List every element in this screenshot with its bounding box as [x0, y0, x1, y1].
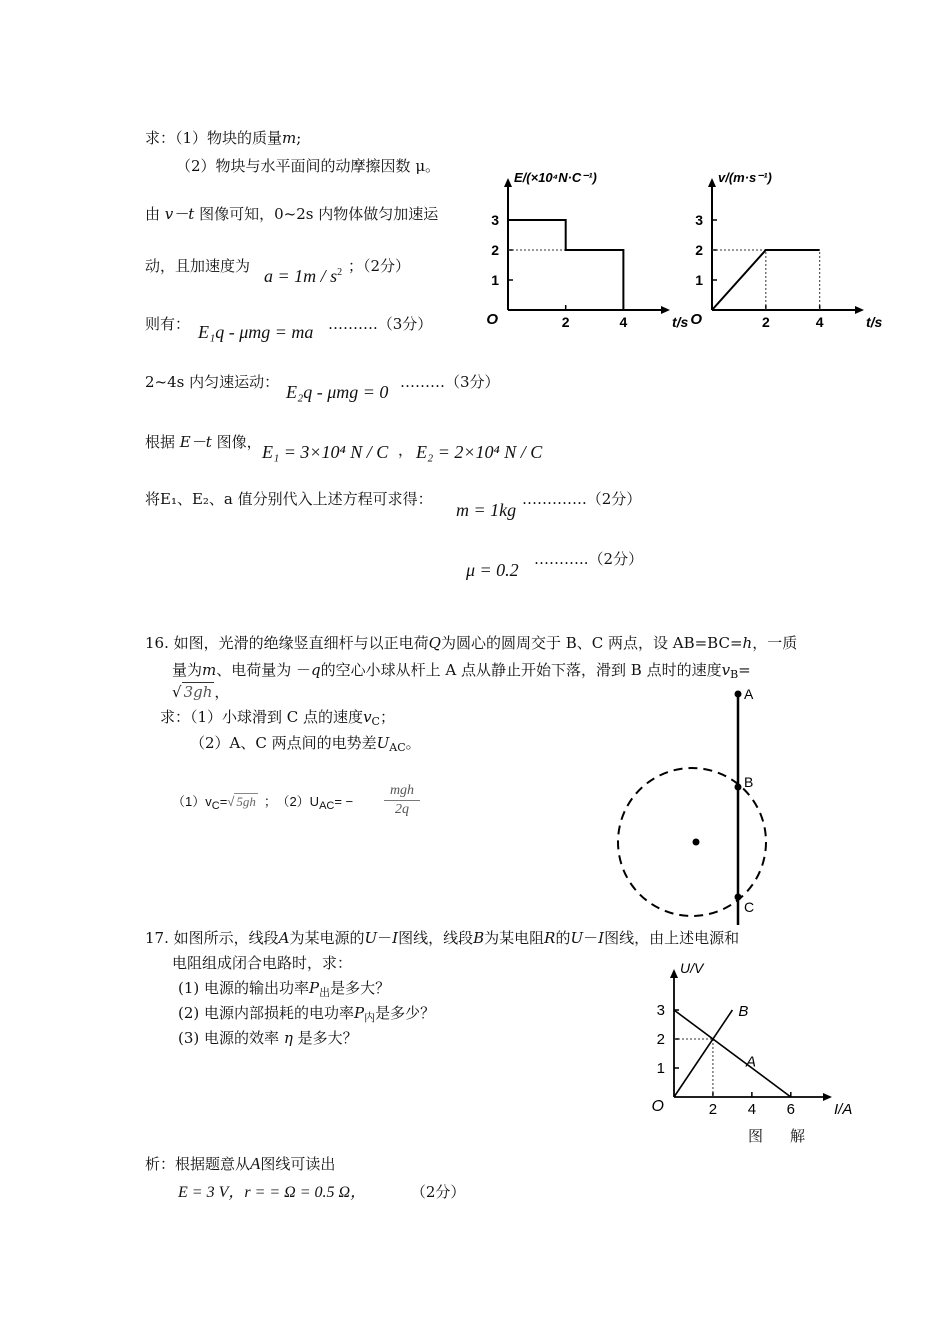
p17-l1-end: 图线，由上述电源和 — [604, 929, 740, 947]
y-axis-label: v/(m·s⁻¹) — [718, 170, 772, 185]
p17-l1-d1: － — [377, 929, 393, 947]
x-axis-arrow-icon — [823, 1093, 832, 1101]
p17-question-2 — [178, 1003, 435, 1028]
y-axis-arrow-icon — [670, 969, 678, 978]
y-tick-label: 1 — [656, 1060, 665, 1077]
series-label-b: B — [738, 1003, 749, 1020]
origin-label: O — [651, 1098, 664, 1115]
p16-q1-text: 求：（1）小球滑到 C 点的速度 — [160, 708, 364, 726]
p16-question-2 — [190, 733, 421, 758]
p17-l1-i1: I — [392, 929, 399, 947]
p16-question-1 — [160, 707, 395, 732]
x-axis-label: I/A — [834, 1101, 853, 1118]
p17-l1-i2: I — [598, 929, 605, 947]
p17-l1-d2: － — [583, 929, 599, 947]
p16-l2-vb-sub: B — [730, 668, 739, 681]
p15-l1-var: v－t — [164, 205, 195, 223]
p16-a1-sep: ； — [263, 794, 277, 809]
e-t-chart — [482, 158, 689, 338]
x-tick-label: 4 — [815, 314, 824, 330]
p16-a1-eq: = — [219, 794, 228, 809]
p16-l2-mid: 、电荷量为 － — [216, 661, 312, 679]
p15-eq-1: E₁q - μmg = ma — [198, 322, 314, 342]
p15-eq-2: E₂q - μmg = 0 — [286, 382, 389, 402]
p17-l1-a: 17. 如图所示，线段 — [145, 929, 279, 947]
u-i-chart-caption: 图 解 — [748, 1127, 812, 1145]
p17-question-3 — [178, 1028, 358, 1048]
p16-frac-den: 2q — [395, 802, 409, 817]
p17-q1-end: 是多大？ — [330, 979, 391, 997]
p17-q2-sub: 内 — [364, 1011, 376, 1024]
p15-eq-sep: ， — [398, 441, 414, 459]
p17-q1-text: (1) 电源的输出功率 — [178, 979, 310, 997]
y-axis-arrow-icon — [708, 178, 716, 187]
p16-l1-a: 16. 如图，光滑的绝缘竖直细杆与以正电荷 — [145, 634, 429, 652]
p16-fraction — [384, 782, 420, 819]
p15-question-2: （2）物块与水平面间的动摩擦因数 μ。 — [176, 157, 441, 175]
series-line-b — [674, 1010, 732, 1097]
series-label-a: A — [746, 1053, 757, 1071]
y-tick-label: 1 — [695, 272, 703, 288]
point-b-dot — [735, 784, 742, 791]
y-tick-label: 2 — [656, 1031, 665, 1048]
p15-line-6-tail: ………….（2分） — [522, 490, 642, 508]
p15-line-1 — [145, 204, 438, 224]
p16-l1-q: Q — [428, 634, 441, 652]
p16-q2-end: 。 — [405, 734, 421, 752]
y-tick-label: 1 — [491, 272, 499, 288]
x-tick-label: 2 — [761, 314, 770, 330]
p17-sol-end: 图线可读出 — [260, 1155, 336, 1173]
p17-l1-B: B — [473, 929, 485, 947]
p15-eq-e2: E₂ = 2×10⁴ N / C — [416, 442, 543, 462]
p15-line-4-tail: ………（3分） — [400, 373, 500, 391]
series-line-e — [508, 220, 623, 310]
x-axis-arrow-icon — [661, 306, 670, 314]
p16-a2-eq: = − — [334, 794, 354, 809]
p17-sol-A: A — [250, 1154, 261, 1173]
p16-a1-sub: C — [211, 800, 220, 812]
p17-q2-end: 是多少？ — [375, 1004, 436, 1022]
p17-l1-u1: U — [364, 929, 378, 947]
p15-eq-mass: m = 1kg — [456, 500, 517, 520]
p15-accel-eq-text: a = 1m / s — [264, 266, 338, 286]
p17-solution-eq — [178, 1182, 465, 1203]
p17-l1-m1: 为某电源的 — [289, 929, 365, 947]
p16-l2-rest: 的空心小球从杆上 A 点从静止开始下落，滑到 B 点时的速度 — [320, 661, 722, 679]
y-axis-arrow-icon — [504, 178, 512, 187]
p16-line-3 — [172, 682, 229, 702]
charge-q-dot — [693, 839, 700, 846]
label-b: B — [744, 774, 754, 790]
p15-l5-rest: 图像， — [216, 433, 262, 451]
p17-line-1 — [145, 928, 739, 948]
series-line-a — [674, 1010, 791, 1097]
p16-l2-m: m — [202, 661, 217, 679]
p15-accel-eq — [264, 266, 342, 287]
p15-eq-mu: μ = 0.2 — [466, 560, 519, 580]
label-a: A — [744, 686, 754, 702]
sqrt-icon: √ — [172, 683, 182, 701]
p17-l1-A: A — [278, 929, 290, 947]
p16-a2-sub: AC — [319, 800, 335, 812]
p15-line-3-tail: ……….（3分） — [328, 315, 433, 333]
p17-l1-m3: 为某电阻 — [484, 929, 545, 947]
x-tick-label: 4 — [747, 1101, 757, 1118]
p15-q1-text: 求：（1）物块的质量 — [145, 129, 283, 147]
p17-q1-sub: 出 — [319, 986, 331, 999]
p16-answer — [172, 792, 353, 816]
p15-q1-var: m — [282, 129, 297, 147]
p15-question-1 — [145, 128, 301, 148]
origin-label: O — [690, 311, 702, 328]
x-tick-label: 2 — [561, 314, 570, 330]
x-tick-label: 4 — [619, 314, 628, 330]
p16-q1-var: v — [363, 708, 372, 726]
p15-accel-exp: 2 — [337, 267, 343, 278]
p15-line-3-label: 则有： — [145, 315, 191, 333]
x-tick-label: 2 — [708, 1101, 718, 1118]
p16-l2-q: q — [311, 661, 321, 679]
p15-line-4-label: 2~4s 内匀速运动： — [145, 373, 280, 391]
x-axis-label: t/s — [672, 314, 689, 330]
p17-q3-end: 是多大？ — [297, 1029, 358, 1047]
p17-l1-u2: U — [570, 929, 584, 947]
x-axis-arrow-icon — [855, 306, 864, 314]
p15-l5-var: E－t — [179, 433, 212, 451]
p15-l5-a: 根据 — [145, 433, 176, 451]
y-tick-label: 3 — [695, 212, 703, 228]
y-tick-label: 2 — [695, 242, 703, 258]
y-tick-label: 2 — [491, 242, 499, 258]
p15-l1-rest: 图像可知，0~2s 内物体做匀加速运 — [199, 205, 439, 223]
p15-q1-end: ; — [296, 129, 302, 147]
p17-question-1 — [178, 978, 390, 1003]
x-axis-label: t/s — [866, 314, 883, 330]
p16-l2-eq: = — [738, 661, 751, 679]
p17-sol-tail: （2分） — [410, 1183, 466, 1201]
p15-l1-a: 由 — [145, 205, 161, 223]
p16-q1-end: ； — [379, 708, 395, 726]
label-c: C — [744, 899, 755, 915]
p16-q1-sub: C — [371, 715, 380, 728]
p15-line-5 — [145, 432, 262, 452]
p16-q2-text: （2）A、C 两点间的电势差 — [190, 734, 377, 752]
y-axis-label: U/V — [680, 960, 704, 976]
y-axis-label: E/(×10⁴N·C⁻¹) — [514, 170, 597, 185]
p16-l1-h: h — [742, 634, 753, 652]
u-i-chart — [632, 960, 853, 1140]
p16-l3-end: ， — [214, 683, 230, 701]
p17-sol-eq: E = 3 V，r = = Ω = 0.5 Ω， — [178, 1184, 367, 1201]
p16-l1-b: 为圆心的圆周交于 B、C 两点，设 AB=BC= — [440, 634, 743, 652]
p17-line-2: 电阻组成闭合电路时，求： — [172, 954, 353, 972]
p16-q2-sub: AC — [389, 741, 406, 754]
p16-l2-vb: v — [721, 661, 731, 679]
p17-q1-var: P — [309, 979, 320, 997]
p15-line-7-tail: ………..（2分） — [534, 550, 644, 568]
equipotential-circle — [618, 768, 766, 916]
p16-a2: （2）U — [282, 794, 320, 809]
origin-label: O — [486, 311, 498, 328]
p15-line-6-label: 将E₁、E₂、a 值分别代入上述方程可求得： — [145, 490, 433, 508]
x-tick-label: 6 — [786, 1101, 795, 1118]
point-a-dot — [735, 691, 742, 698]
v-t-chart — [690, 158, 883, 338]
p15-eq-e1: E₁ = 3×10⁴ N / C — [262, 442, 389, 462]
p16-frac-num: mgh — [384, 782, 420, 801]
point-c-dot — [735, 894, 742, 901]
p17-q2-var: P — [354, 1004, 365, 1022]
p17-sol-a: 析：根据题意从 — [145, 1155, 251, 1173]
y-tick-label: 3 — [656, 1002, 665, 1019]
p15-line-2-label: 动，且加速度为 — [145, 257, 251, 275]
p17-solution — [145, 1154, 335, 1174]
p16-a1: （1）v — [172, 794, 212, 809]
p17-q3-var: η — [283, 1029, 293, 1047]
p16-vb-sqrt: 3gh — [183, 683, 213, 701]
p16-l1-end: ，一质 — [752, 634, 798, 652]
y-tick-label: 3 — [491, 212, 499, 228]
p17-l1-m2: 图线，线段 — [398, 929, 474, 947]
sqrt-icon: √ — [227, 794, 235, 809]
p16-line-1 — [145, 633, 797, 653]
p16-q2-var: U — [376, 734, 390, 752]
p15-line-2-tail: ；（2分） — [348, 257, 411, 275]
p17-q3-text: (3) 电源的效率 — [178, 1029, 280, 1047]
p17-q2-text: (2) 电源内部损耗的电功率 — [178, 1004, 355, 1022]
p16-figure — [610, 680, 790, 940]
p17-l1-m4: 的 — [555, 929, 571, 947]
p17-l1-R: R — [544, 929, 556, 947]
p16-l2-a: 量为 — [172, 661, 203, 679]
p16-a1-sqrt: 5gh — [236, 794, 256, 809]
